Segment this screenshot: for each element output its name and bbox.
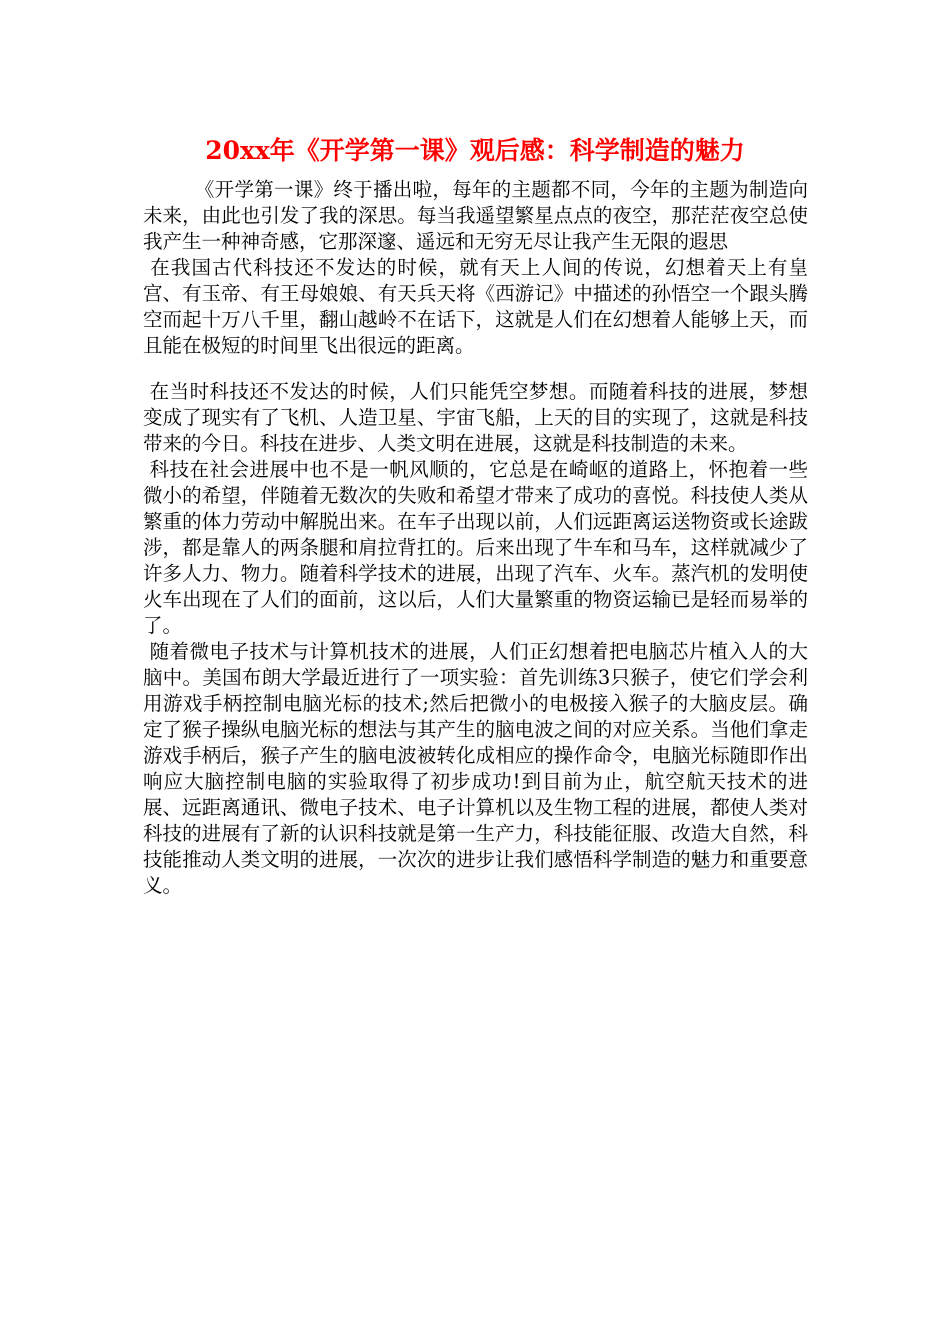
paragraph-brain-chip: 随着微电子技术与计算机技术的进展，人们正幻想着把电脑芯片植入人的大脑中。美国布朗大学最近进行了一项实验：首先训练3只猴子，使它们学会利用游戏手柄控制电脑光标的技术;然后把微小的电极接入猴子的大脑皮层。确定了猴子操纵电脑光标的想法与其产生的脑电波之间的对应关系。当他们拿走游戏手柄后，猴子产生的脑电波被转化成相应的操作命令，电脑光标随即作出响应大脑控制电脑的实验取得了初步成功!到目前为止，航空航天技术的进展、远距离通讯、微电子技术、电子计算机以及生物工程的进展，都使人类对科技的进展有了新的认识科技就是第一生产力，科技能征服、改造大自然，科技能推动人类文明的进展，一次次的进步让我们感悟科学制造的魅力和重要意义。 bbox=[143, 640, 808, 897]
document-body bbox=[143, 177, 808, 899]
paragraph-intro: 《开学第一课》终于播出啦，每年的主题都不同，今年的主题为制造向未来，由此也引发了我的深思。每当我遥望繁星点点的夜空，那茫茫夜空总使我产生一种神奇感，它那深邃、遥远和无穷无尽让我产生无限的遐思 bbox=[143, 178, 808, 253]
paragraph-progress-history: 科技在社会进展中也不是一帆风顺的，它总是在崎岖的道路上，怀抱着一些微小的希望，伴随着无数次的失败和希望才带来了成功的喜悦。科技使人类从繁重的体力劳动中解脱出来。在车子出现以前，人们远距离运送物资或长途跋涉，都是靠人的两条腿和肩拉背扛的。后来出现了牛车和马车，这样就减少了许多人力、物力。随着科学技术的进展，出现了汽车、火车。蒸汽机的发明使火车出现在了人们的面前，这以后，人们大量繁重的物资运输已是轻而易举的了。 bbox=[143, 458, 808, 637]
paragraph-ancient-legends: 在我国古代科技还不发达的时候，就有天上人间的传说，幻想着天上有皇宫、有玉帝、有王母娘娘、有天兵天将《西游记》中描述的孙悟空一个跟头腾空而起十万八千里，翻山越岭不在话下，这就是人们在幻想着人能够上天，而且能在极短的时间里飞出很远的距离。 bbox=[143, 256, 808, 357]
paragraph-gap bbox=[143, 359, 808, 379]
document-title: 20xx年《开学第一课》观后感：科学制造的魅力 bbox=[205, 136, 745, 165]
paragraph-dreams-realized: 在当时科技还不发达的时候，人们只能凭空梦想。而随着科技的进展，梦想变成了现实有了飞机、人造卫星、宇宙飞船，上天的目的实现了，这就是科技带来的今日。科技在进步、人类文明在进展，这就是科技制造的未来。 bbox=[143, 380, 808, 455]
